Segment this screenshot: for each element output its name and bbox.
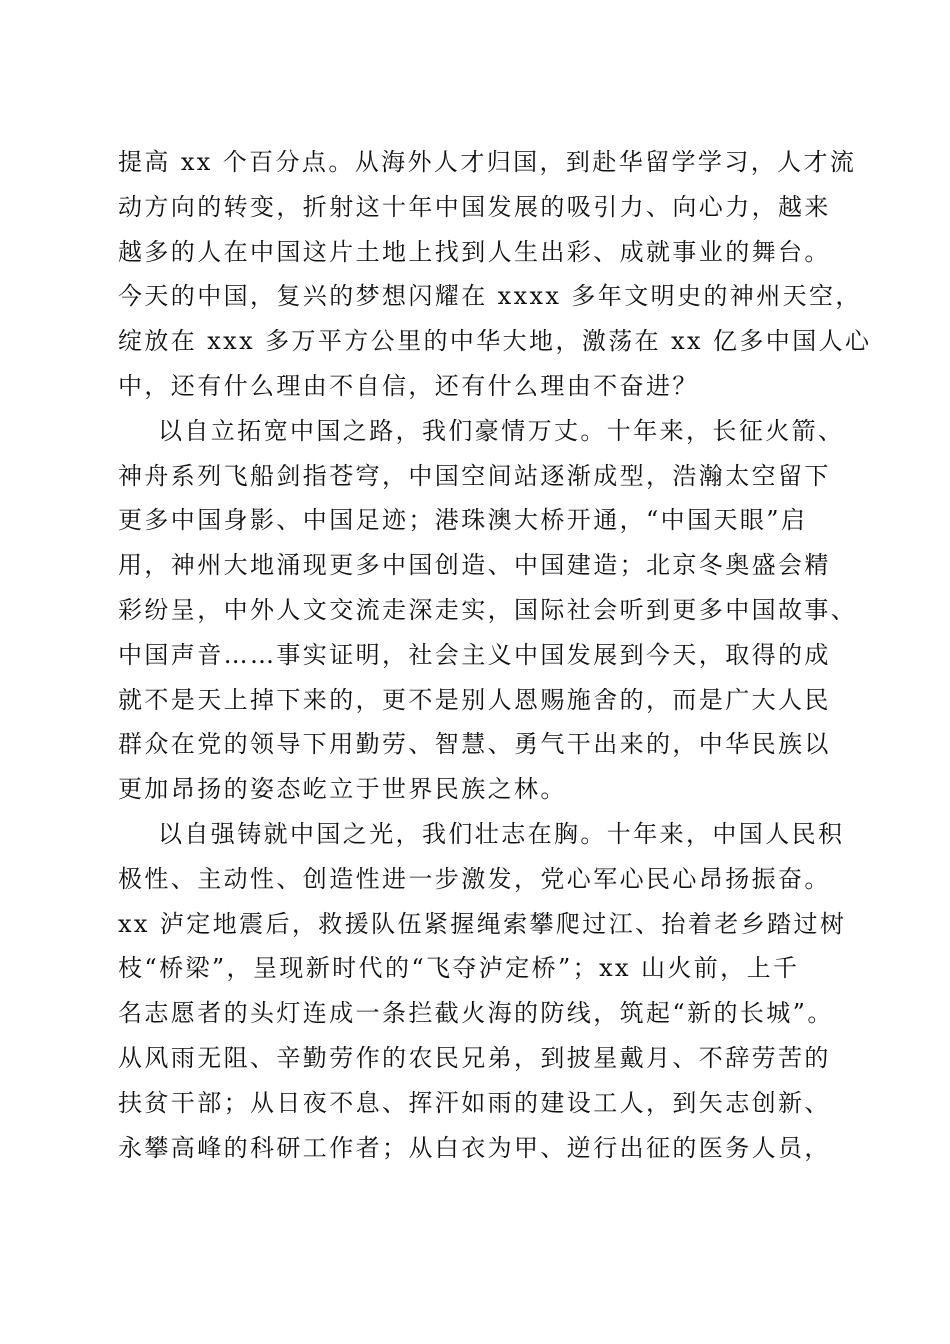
text-line: 以自强铸就中国之光，我们壮志在胸。十年来，中国人民积 bbox=[158, 819, 845, 848]
text-line: 名志愿者的头灯连成一条拦截火海的防线，筑起“新的长城”。 bbox=[118, 999, 834, 1028]
text-line: 群众在党的领导下用勤劳、智慧、勇气干出来的，中华民族以 bbox=[118, 730, 831, 759]
text-line: 绽放在 xxx 多万平方公里的中华大地，激荡在 xx 亿多中国人心 bbox=[118, 327, 872, 356]
text-line: xx 泸定地震后，救援队伍紧握绳索攀爬过江、抬着老乡踏过树 bbox=[118, 909, 847, 938]
text-line: 今天的中国，复兴的梦想闪耀在 xxxx 多年文明史的神州天空， bbox=[118, 282, 862, 311]
text-line: 彩纷呈，中外人文交流走深走实，国际社会听到更多中国故事、 bbox=[118, 595, 858, 624]
text-line: 永攀高峰的科研工作者；从白衣为甲、逆行出征的医务人员， bbox=[118, 1133, 831, 1162]
text-line: 提高 xx 个百分点。从海外人才归国，到赴华留学学习，人才流 bbox=[118, 148, 857, 176]
text-line: 用，神州大地涌现更多中国创造、中国建造；北京冬奥盛会精 bbox=[118, 551, 831, 580]
text-line: 越多的人在中国这片土地上找到人生出彩、成就事业的舞台。 bbox=[118, 237, 831, 266]
text-line: 以自立拓宽中国之路，我们豪情万丈。十年来，长征火箭、 bbox=[158, 416, 845, 445]
text-line: 就不是天上掉下来的，更不是别人恩赐施舍的，而是广大人民 bbox=[118, 685, 831, 714]
text-line: 从风雨无阻、辛勤劳作的农民兄弟，到披星戴月、不辞劳苦的 bbox=[118, 1043, 831, 1072]
text-line: 更加昂扬的姿态屹立于世界民族之林。 bbox=[118, 775, 567, 804]
text-line: 中国声音……事实证明，社会主义中国发展到今天，取得的成 bbox=[118, 640, 831, 669]
text-line: 更多中国身影、中国足迹；港珠澳大桥开通，“中国天眼”启 bbox=[118, 506, 808, 535]
document-body bbox=[118, 140, 872, 1170]
paragraph-1 bbox=[118, 140, 872, 409]
paragraph-2 bbox=[118, 409, 858, 812]
text-line: 动方向的转变，折射这十年中国发展的吸引力、向心力，越来 bbox=[118, 192, 831, 221]
text-line: 中，还有什么理由不自信，还有什么理由不奋进？ bbox=[118, 371, 699, 400]
text-line: 神舟系列飞船剑指苍穹，中国空间站逐渐成型，浩瀚太空留下 bbox=[118, 461, 831, 490]
text-line: 扶贫干部；从日夜不息、挥汗如雨的建设工人，到矢志创新、 bbox=[118, 1088, 831, 1117]
paragraph-3 bbox=[118, 812, 858, 1170]
text-line: 枝“桥梁”，呈现新时代的“飞夺泸定桥”；xx 山火前，上千 bbox=[118, 954, 800, 983]
text-line: 极性、主动性、创造性进一步激发，党心军心民心昂扬振奋。 bbox=[118, 864, 831, 893]
